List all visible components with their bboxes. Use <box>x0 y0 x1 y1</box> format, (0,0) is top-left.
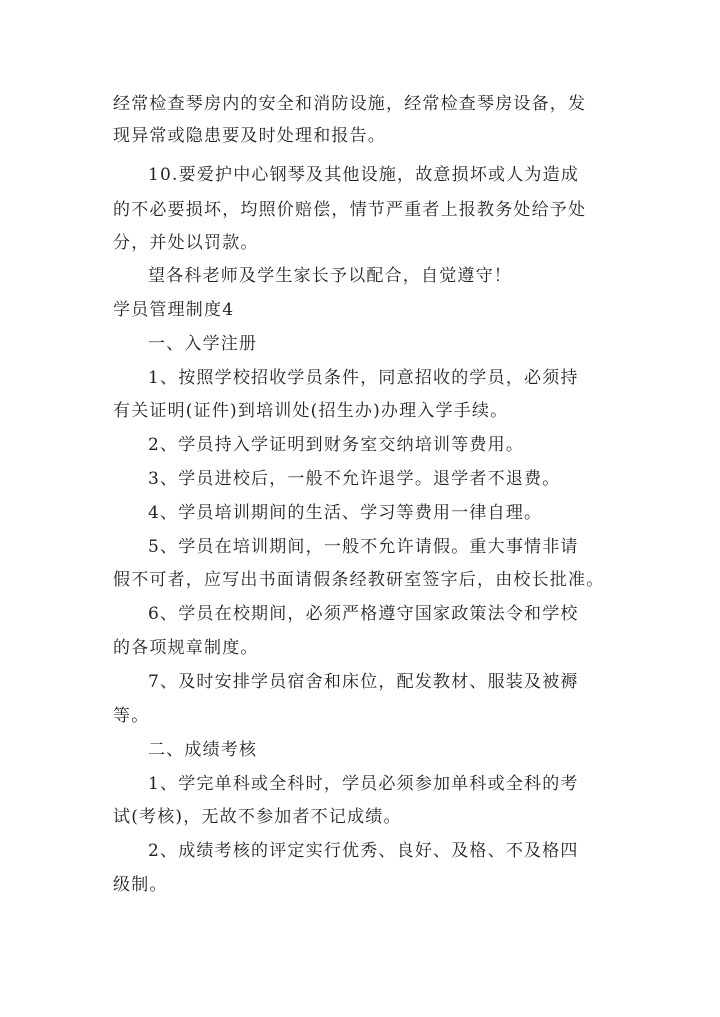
text-line-13: 4、学员培训期间的生活、学习等费用一律自理。 <box>148 503 543 523</box>
text-line-4: 的不必要损坏，均照价赔偿，情节严重者上报教务处给予处 <box>113 200 587 220</box>
text-line-18: 7、及时安排学员宿舍和床位，配发教材、服装及被褥 <box>148 672 579 692</box>
text-line-9: 1、按照学校招收学员条件，同意招收的学员，必须持 <box>148 368 579 388</box>
section-title: 学员管理制度4 <box>113 300 235 320</box>
text-line-15: 假不可者，应写出书面请假条经教研室签字后，由校长批准。 <box>113 570 605 590</box>
text-line-23: 2、成绩考核的评定实行优秀、良好、及格、不及格四 <box>148 841 579 861</box>
text-line-22: 试(考核)，无故不参加者不记成绩。 <box>113 807 402 827</box>
text-line-10: 有关证明(证件)到培训处(招生办)办理入学手续。 <box>113 401 509 421</box>
text-line-5: 分，并处以罚款。 <box>113 233 259 253</box>
text-line-16: 6、学员在校期间，必须严格遵守国家政策法令和学校 <box>148 604 579 624</box>
text-line-19: 等。 <box>113 706 150 726</box>
text-line-14: 5、学员在培训期间，一般不允许请假。重大事情非请 <box>148 537 579 557</box>
text-line-6: 望各科老师及学生家长予以配合，自觉遵守！ <box>148 266 512 286</box>
text-line-12: 3、学员进校后，一般不允许退学。退学者不退费。 <box>148 469 561 489</box>
text-line-24: 级制。 <box>113 875 168 895</box>
heading-assessment: 二、成绩考核 <box>148 740 258 760</box>
text-line-3: 10.要爱护中心钢琴及其他设施，故意损坏或人为造成 <box>148 165 580 185</box>
text-line-2: 现异常或隐患要及时处理和报告。 <box>113 126 386 146</box>
heading-enrollment: 一、入学注册 <box>148 334 258 354</box>
text-line-17: 的各项规章制度。 <box>113 638 259 658</box>
text-line-11: 2、学员持入学证明到财务室交纳培训等费用。 <box>148 435 525 455</box>
text-line-1: 经常检查琴房内的安全和消防设施，经常检查琴房设备，发 <box>113 94 587 114</box>
text-line-21: 1、学完单科或全科时，学员必须参加单科或全科的考 <box>148 774 579 794</box>
